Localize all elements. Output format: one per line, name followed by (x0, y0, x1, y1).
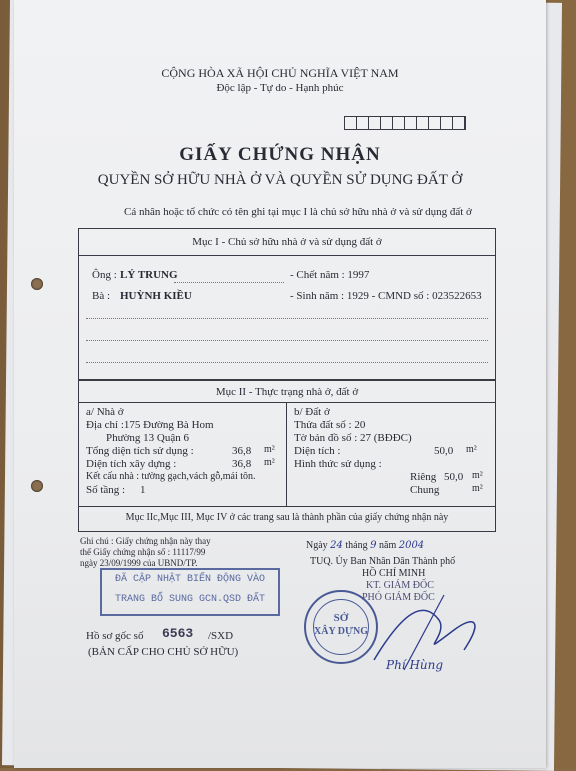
section-1-box (78, 228, 496, 380)
note-line-2: thế Giấy chứng nhận số : 11117/99 (80, 547, 206, 557)
punch-hole-top (31, 278, 43, 290)
serial-boxes (344, 116, 466, 130)
seal-line-2: XÂY DỰNG (314, 626, 368, 637)
blank-line-3 (86, 362, 488, 363)
authority-line-1: TUQ. Ủy Ban Nhân Dân Thành phố (310, 556, 456, 567)
blank-line-1 (86, 318, 488, 319)
house-label: a/ Nhà ở (86, 406, 124, 418)
land-use-form: Hình thức sử dụng : (294, 458, 382, 470)
director-title: KT. GIÁM ĐỐC (366, 580, 434, 591)
house-built-area-unit: m² (264, 457, 275, 468)
punch-hole-bottom (31, 480, 43, 492)
note-line-1: Ghi chú : Giấy chứng nhận này thay (80, 536, 211, 546)
certificate-title: GIẤY CHỨNG NHẬN (179, 144, 381, 165)
land-label: b/ Đất ở (294, 406, 330, 418)
section-footer-note: Mục IIc,Mục III, Mục IV ở các trang sau là thành phần của giấy chứng nhận này (125, 512, 449, 523)
house-address: Địa chỉ :175 Đường Bà Hom (86, 419, 214, 431)
update-stamp (100, 568, 280, 616)
section-2-heading: Mục II - Thực trạng nhà ở, đất ở (215, 386, 359, 398)
intro-text: Cá nhân hoặc tổ chức có tên ghi tại mục I là chủ sở hữu nhà ở và sử dụng đất ở (124, 206, 472, 218)
date-month: 9 (370, 540, 377, 551)
house-floor-area-unit: m² (264, 444, 275, 455)
update-stamp-line-2: TRANG BỔ SUNG GCN.QSD ĐẤT (114, 594, 266, 605)
owner1-dots (174, 282, 284, 283)
issue-date (306, 540, 424, 551)
land-parcel: Thửa đất số : 20 (294, 419, 366, 431)
date-day: 24 (330, 540, 343, 551)
land-area-unit: m² (466, 444, 477, 455)
land-shared-label: Chung (410, 484, 440, 496)
section-1-divider (78, 255, 496, 256)
owner2-name: HUỲNH KIỀU (120, 290, 192, 302)
date-prefix: Ngày (306, 540, 328, 551)
owner1-prefix: Ông : (92, 269, 117, 281)
update-stamp-line-1: ĐÃ CẬP NHẬT BIẾN ĐỘNG VÀO (114, 574, 266, 585)
land-map-sheet: Tờ bản đồ số : 27 (BĐĐC) (294, 432, 412, 444)
note-line-3: ngày 23/09/1999 của UBND/TP. (80, 558, 198, 568)
country-name: CỘNG HÒA XÃ HỘI CHỦ NGHĨA VIỆT NAM (161, 66, 399, 80)
date-year-label: năm (379, 540, 397, 551)
holder-copy-note: (BẢN CẤP CHO CHỦ SỞ HỮU) (88, 646, 239, 658)
house-floors-value: 1 (140, 484, 146, 496)
house-floor-area-value: 36,8 (232, 445, 252, 457)
section-1-heading: Mục I - Chủ sở hữu nhà ở và sử dụng đất ở (192, 236, 382, 248)
certificate-page (14, 0, 546, 768)
house-built-area-label: Diện tích xây dựng : (86, 458, 177, 470)
owner1-note: - Chết năm : 1997 (290, 269, 370, 281)
authority-line-2: HỒ CHÍ MINH (362, 568, 426, 579)
land-private-unit: m² (472, 470, 483, 481)
land-private-value: 50,0 (444, 471, 464, 483)
land-private-label: Riêng (410, 471, 437, 483)
owner2-prefix: Bà : (92, 290, 111, 302)
date-month-label: tháng (345, 540, 368, 551)
house-built-area-value: 36,8 (232, 458, 252, 470)
file-number: 6563 (162, 626, 194, 641)
land-area-label: Diện tích : (294, 445, 341, 457)
section-2-column-divider (286, 403, 287, 506)
house-floors-label: Số tầng : (86, 484, 126, 496)
certificate-subtitle: QUYỀN SỞ HỮU NHÀ Ở VÀ QUYỀN SỬ DỤNG ĐẤT Ở (97, 172, 463, 188)
blank-line-2 (86, 340, 488, 341)
house-floor-area-label: Tổng diện tích sử dụng : (86, 445, 194, 457)
owner1-name: LÝ TRUNG (120, 269, 178, 281)
house-ward: Phường 13 Quận 6 (106, 432, 189, 444)
date-year: 2004 (398, 540, 425, 551)
section-2-divider (78, 402, 496, 403)
file-number-label: Hồ sơ gốc số (86, 630, 144, 642)
house-structure: Kết cấu nhà : tường gạch,vách gỗ,mái tôn. (86, 471, 256, 482)
vice-director-title: PHÓ GIÁM ĐỐC (362, 592, 435, 603)
land-area-value: 50,0 (434, 445, 454, 457)
signer-name: Phí Hùng (386, 658, 444, 672)
land-shared-unit: m² (472, 483, 483, 494)
owner2-note: - Sinh năm : 1929 - CMND số : 023522653 (290, 290, 482, 302)
section-2-bottom-divider (78, 506, 496, 507)
motto: Độc lập - Tự do - Hạnh phúc (216, 82, 344, 94)
seal-line-1: SỞ (333, 612, 349, 624)
file-number-suffix: /SXD (208, 630, 234, 642)
